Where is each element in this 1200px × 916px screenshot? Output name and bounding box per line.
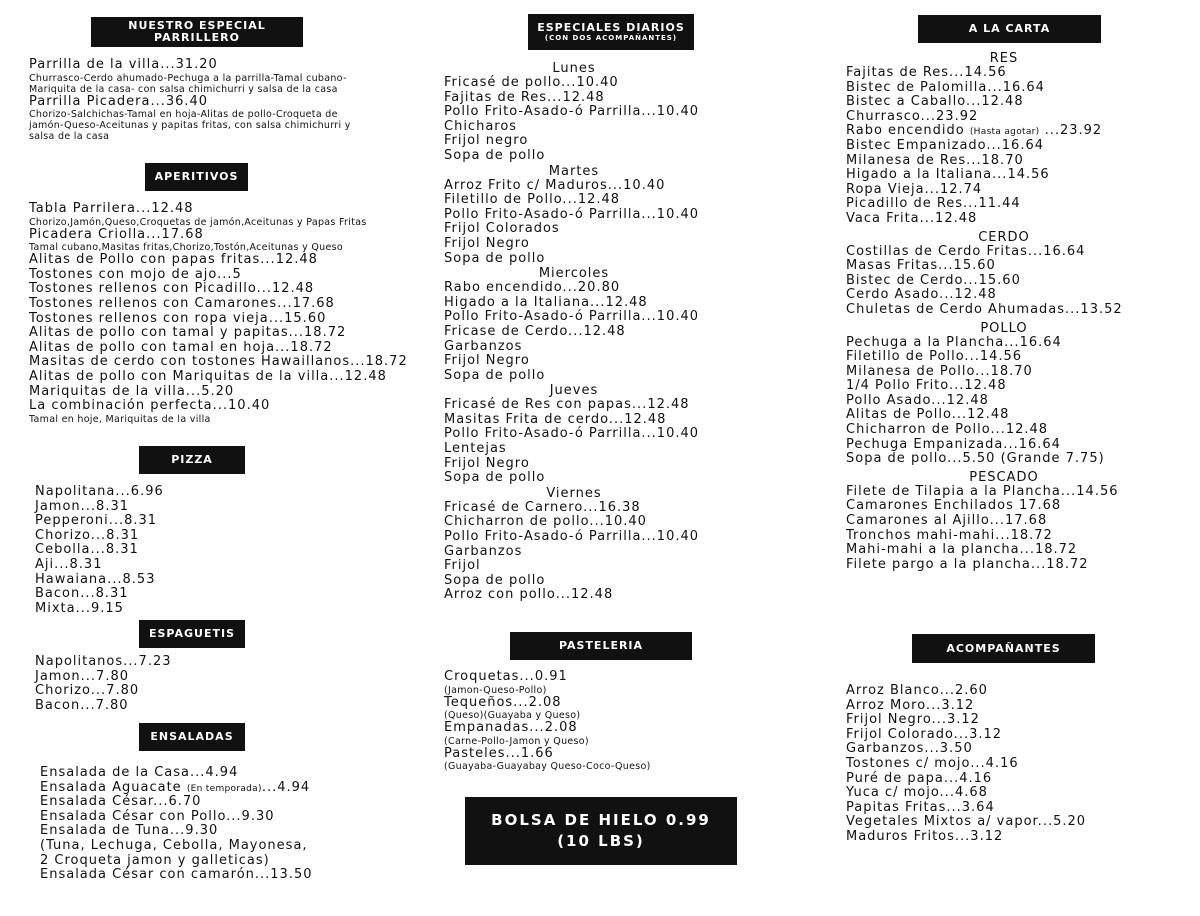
menu-item: Lentejas [444, 441, 507, 457]
menu-item: Arroz Blanco...2.60 [846, 683, 988, 698]
header-pasteleria [510, 632, 692, 660]
menu-item [846, 438, 1162, 453]
menu-item: Sopa de pollo [444, 470, 546, 486]
menu-item: La combinación perfecta...10.40 [29, 398, 271, 414]
menu-item [846, 259, 1162, 274]
menu-item: Aji...8.31 [35, 556, 103, 572]
menu-item [846, 183, 1162, 198]
menu-item: Mixta...9.15 [35, 600, 124, 616]
menu-item: Arroz Frito c/ Maduros...10.40 [444, 177, 666, 193]
menu-item: Sopa de pollo [444, 572, 546, 588]
menu-item [846, 154, 1162, 169]
menu-item [846, 379, 1162, 394]
item-name: Tronchos mahi-mahi...18.72 [846, 527, 1053, 543]
menu-item: Higado a la Italiana...12.48 [444, 294, 648, 310]
menu-item [846, 81, 1162, 96]
item-description: (Jamon-Queso-Pollo) [444, 684, 547, 696]
menu-item [846, 452, 1162, 467]
menu-item: Tostones c/ mojo...4.16 [846, 755, 1019, 771]
item-name: 2 Croqueta jamon y galleticas) [40, 852, 270, 868]
section-title: ESPAGUETIS [149, 627, 235, 640]
menu-item: Jamon...7.80 [35, 668, 129, 684]
menu-item [846, 66, 1162, 81]
item-name: Alitas de Pollo...12.48 [846, 407, 1010, 423]
item-description: jamón-Queso-Aceitunas y papitas fritas, con salsa chimichurri y [29, 120, 351, 132]
menu-item: Chicharron de pollo...10.40 [444, 514, 647, 530]
menu-item: Pollo Frito-Asado-ó Parrilla...10.40 [444, 426, 700, 442]
menu-item: Chorizo...7.80 [35, 683, 140, 699]
group-heading: PESCADO [969, 469, 1039, 485]
menu-item: Chicharos [444, 118, 518, 134]
menu-item: Maduros Fritos...3.12 [846, 828, 1004, 844]
menu-item [40, 854, 313, 869]
item-name: Filetillo de Pollo...14.56 [846, 349, 1023, 365]
item-price: ...4.94 [261, 779, 311, 795]
item-name: Chuletas de Cerdo Ahumadas...13.52 [846, 301, 1123, 317]
header-acompanantes [912, 634, 1095, 663]
menu-item: Parrilla de la villa...31.20 [29, 57, 218, 72]
menu-item [846, 110, 1162, 125]
menu-item [846, 514, 1162, 529]
menu-item: Alitas de pollo con tamal en hoja...18.72 [29, 339, 333, 355]
item-description: (Queso)(Guayaba y Queso) [444, 710, 581, 722]
menu-item: Frijol Colorados [444, 221, 560, 237]
item-description: Chorizo,Jamón,Queso,Croquetas de jamón,Aceitunas y Papas Fritas [29, 216, 367, 228]
menu-item: Jamon...8.31 [35, 498, 129, 514]
ice-bag-banner [465, 797, 737, 865]
pasteleria-list [444, 670, 651, 772]
menu-item [846, 408, 1162, 423]
item-name: Chicharron de Pollo...12.48 [846, 422, 1049, 438]
menu-item: Frijol Negro [444, 353, 530, 369]
menu-item: Sopa de pollo [444, 250, 546, 266]
menu-item: Garbanzos [444, 338, 523, 354]
item-description: Chorizo-Salchichas-Tamal en hoja-Alitas de pollo-Croqueta de [29, 109, 338, 121]
parrillero-list [29, 58, 351, 142]
menu-item: Picadera Criolla...17.68 [29, 226, 204, 242]
menu-item: Frijol Negro [444, 455, 530, 471]
menu-item: Fricase de Cerdo...12.48 [444, 323, 626, 339]
item-name: Masas Fritas...15.60 [846, 258, 996, 274]
item-name: Pechuga Empanizada...16.64 [846, 436, 1061, 452]
menu-item: Bacon...8.31 [35, 586, 129, 602]
header-espaguetis [139, 620, 245, 648]
menu-item: Fajitas de Res...12.48 [444, 89, 605, 105]
menu-item: Hawaiana...8.53 [35, 571, 156, 587]
header-pizza [139, 446, 245, 474]
menu-item: Tostones rellenos con ropa vieja...15.60 [29, 310, 327, 326]
item-name: Mahi-mahi a la plancha...18.72 [846, 542, 1078, 558]
header-especiales-diarios [528, 14, 694, 50]
item-name: Churrasco...23.92 [846, 108, 979, 124]
menu-item [846, 274, 1162, 289]
menu-item: Frijol [444, 558, 481, 574]
day-heading: Martes [548, 163, 600, 179]
menu-item: Mariquitas de la villa...5.20 [29, 383, 235, 399]
ice-line-2: (10 LBS) [557, 832, 645, 850]
menu-item: Fricasé de pollo...10.40 [444, 75, 619, 90]
menu-item: Tostones rellenos con Camarones...17.68 [29, 295, 335, 311]
item-description: Churrasco-Cerdo ahumado-Pechuga a la parrilla-Tamal cubano- [29, 72, 347, 84]
menu-item: Empanadas...2.08 [444, 720, 578, 736]
menu-item: Papitas Fritas...3.64 [846, 799, 995, 815]
section-title: A LA CARTA [968, 22, 1051, 35]
item-name: Ensalada de la Casa...4.94 [40, 765, 239, 780]
item-name: Bistec a Caballo...12.48 [846, 94, 1024, 110]
menu-item: Masitas Frita de cerdo...12.48 [444, 411, 667, 427]
item-name: Ensalada de Tuna...9.30 [40, 823, 219, 839]
menu-item [846, 543, 1162, 558]
menu-item [846, 423, 1162, 438]
menu-item: Pasteles...1.66 [444, 745, 554, 761]
item-description: Mariquita de la casa- con salsa chimichurri y salsa de la casa [29, 83, 338, 95]
item-name: Milanesa de Res...18.70 [846, 152, 1024, 168]
section-title: APERITIVOS [154, 170, 239, 183]
especiales-days [444, 61, 704, 603]
item-description: (Guayaba-Guayabay Queso-Coco-Queso) [444, 761, 651, 773]
menu-item [846, 168, 1162, 183]
item-name: Vaca Frita...12.48 [846, 210, 978, 226]
section-title: PASTELERIA [558, 639, 644, 652]
header-aperitivos [145, 163, 248, 191]
a-la-carta-groups [846, 51, 1162, 572]
menu-item: Chorizo...8.31 [35, 527, 140, 543]
menu-item: Sopa de pollo [444, 147, 546, 163]
menu-item: Cebolla...8.31 [35, 542, 139, 558]
menu-item: Rabo encendido...20.80 [444, 280, 621, 296]
item-name: (Tuna, Lechuga, Cebolla, Mayonesa, [40, 837, 308, 853]
item-price: ...23.92 [1039, 123, 1103, 139]
menu-item: Alitas de pollo con tamal y papitas...18.72 [29, 325, 347, 341]
menu-item [40, 839, 313, 854]
menu-item: Pepperoni...8.31 [35, 513, 158, 529]
menu-item: Frijol Negro...3.12 [846, 712, 980, 728]
item-name: Costillas de Cerdo Fritas...16.64 [846, 243, 1086, 259]
item-name: Filete de Tilapia a la Plancha...14.56 [846, 483, 1119, 499]
menu-item: Garbanzos...3.50 [846, 741, 973, 757]
item-name: Bistec de Cerdo...15.60 [846, 272, 1021, 288]
menu-item: Tostones con mojo de ajo...5 [29, 266, 242, 282]
item-note: (Hasta agotar) [969, 127, 1040, 138]
day-heading: Jueves [549, 383, 599, 399]
item-name: Ropa Vieja...12.74 [846, 181, 983, 197]
menu-item: Garbanzos [444, 543, 523, 559]
menu-item [846, 197, 1162, 212]
menu-item: Tequeños...2.08 [444, 694, 562, 710]
aperitivos-list [29, 202, 408, 425]
menu-item [846, 95, 1162, 110]
menu-item [846, 139, 1162, 154]
menu-item: Arroz con pollo...12.48 [444, 587, 614, 603]
menu-item: Alitas de Pollo con papas fritas...12.48 [29, 252, 318, 268]
ice-line-1: BOLSA DE HIELO 0.99 [491, 811, 711, 829]
item-name: Sopa de pollo...5.50 (Grande 7.75) [846, 451, 1105, 467]
menu-item: Pollo Frito-Asado-ó Parrilla...10.40 [444, 206, 700, 222]
menu-item [846, 288, 1162, 303]
acompanantes-list [846, 684, 1086, 845]
menu-item: Napolitana...6.96 [35, 484, 164, 499]
header-parrillero [91, 17, 303, 47]
menu-item [846, 350, 1162, 365]
item-description: Tamal cubano,Masitas fritas,Chorizo,Tostón,Aceitunas y Queso [29, 242, 343, 254]
menu-item: Yuca c/ mojo...4.68 [846, 785, 988, 801]
section-title: PIZZA [171, 453, 213, 466]
item-name: Ensalada César...6.70 [40, 794, 202, 810]
menu-item: Napolitanos...7.23 [35, 654, 172, 669]
menu-item [846, 529, 1162, 544]
day-heading: Lunes [552, 61, 596, 76]
item-name: Filete pargo a la plancha...18.72 [846, 556, 1089, 572]
menu-item: Parrilla Picadera...36.40 [29, 93, 209, 109]
menu-item [846, 499, 1162, 514]
menu-item [40, 868, 313, 883]
espaguetis-list [35, 655, 172, 713]
menu-item: Frijol Colorado...3.12 [846, 726, 1003, 742]
item-name: Cerdo Asado...12.48 [846, 287, 997, 303]
menu-item [40, 766, 313, 781]
menu-item: Alitas de pollo con Mariquitas de la villa...12.48 [29, 368, 387, 384]
ensaladas-list [40, 766, 313, 883]
menu-item: Pollo Frito-Asado-ó Parrilla...10.40 [444, 309, 700, 325]
group-heading: POLLO [980, 320, 1028, 336]
menu-item [846, 245, 1162, 260]
item-note: (En temporada) [186, 783, 262, 794]
item-name: Higado a la Italiana...14.56 [846, 167, 1050, 183]
item-name: Ensalada César con Pollo...9.30 [40, 808, 275, 824]
item-name: 1/4 Pollo Frito...12.48 [846, 378, 1007, 394]
pizza-list [35, 485, 164, 616]
item-name: Camarones Enchilados 17.68 [846, 498, 1062, 514]
menu-item: Fricasé de Res con papas...12.48 [444, 397, 690, 413]
menu-item: Tabla Parrilera...12.48 [29, 201, 194, 216]
day-heading: Miercoles [538, 266, 610, 282]
menu-item [846, 212, 1162, 227]
menu-item: Sopa de pollo [444, 367, 546, 383]
menu-item [846, 558, 1162, 573]
menu-item: Filetillo de Pollo...12.48 [444, 192, 621, 208]
menu-item: Bacon...7.80 [35, 697, 129, 713]
section-title: ACOMPAÑANTES [946, 641, 1061, 655]
item-name: Fajitas de Res...14.56 [846, 65, 1007, 80]
item-name: Picadillo de Res...11.44 [846, 196, 1021, 212]
header-ensaladas [139, 723, 245, 751]
menu-item: Masitas de cerdo con tostones Hawaillanos...18.72 [29, 354, 408, 370]
item-name: Pollo Asado...12.48 [846, 392, 989, 408]
item-name: Bistec de Palomilla...16.64 [846, 79, 1045, 95]
menu-item [846, 124, 1162, 139]
menu-item [846, 365, 1162, 380]
menu-item: Tostones rellenos con Picadillo...12.48 [29, 281, 315, 297]
menu-item: Puré de papa...4.16 [846, 770, 993, 786]
menu-item: Frijol negro [444, 133, 529, 149]
menu-item: Frijol Negro [444, 235, 530, 251]
group-heading: RES [989, 51, 1019, 66]
menu-item [40, 824, 313, 839]
item-name: Camarones al Ajillo...17.68 [846, 513, 1048, 529]
section-title: ESPECIALES DIARIOS [537, 20, 685, 34]
group-heading: CERDO [978, 229, 1030, 245]
day-heading: Viernes [546, 485, 602, 501]
menu-item [846, 303, 1162, 318]
item-description: (Carne-Pollo-Jamon y Queso) [444, 735, 589, 747]
section-subtitle: (CON DOS ACOMPAÑANTES) [544, 33, 678, 42]
item-name: Ensalada César con camarón...13.50 [40, 867, 313, 883]
menu-item: Fricasé de Carnero...16.38 [444, 499, 641, 515]
item-name: Bistec Empanizado...16.64 [846, 137, 1045, 153]
menu-item [846, 336, 1162, 351]
menu-item [40, 781, 313, 796]
section-title: NUESTRO ESPECIAL PARRILLERO [128, 19, 266, 44]
item-description: Tamal en hoje, Mariquitas de la villa [29, 413, 211, 425]
menu-item: Arroz Moro...3.12 [846, 697, 975, 713]
item-name: Ensalada Aguacate [40, 779, 187, 795]
menu-item: Croquetas...0.91 [444, 669, 568, 684]
header-a-la-carta [918, 15, 1101, 43]
menu-item [846, 394, 1162, 409]
item-name: Rabo encendido [846, 123, 970, 139]
menu-item [846, 485, 1162, 500]
menu-item [40, 795, 313, 810]
item-name: Milanesa de Pollo...18.70 [846, 363, 1033, 379]
menu-item [40, 810, 313, 825]
menu-item: Vegetales Mixtos a/ vapor...5.20 [846, 814, 1087, 830]
section-title: ENSALADAS [150, 730, 234, 743]
item-name: Pechuga a la Plancha...16.64 [846, 334, 1062, 350]
menu-item: Pollo Frito-Asado-ó Parrilla...10.40 [444, 104, 700, 120]
item-description: salsa de la casa [29, 131, 110, 143]
menu-item: Pollo Frito-Asado-ó Parrilla...10.40 [444, 529, 700, 545]
